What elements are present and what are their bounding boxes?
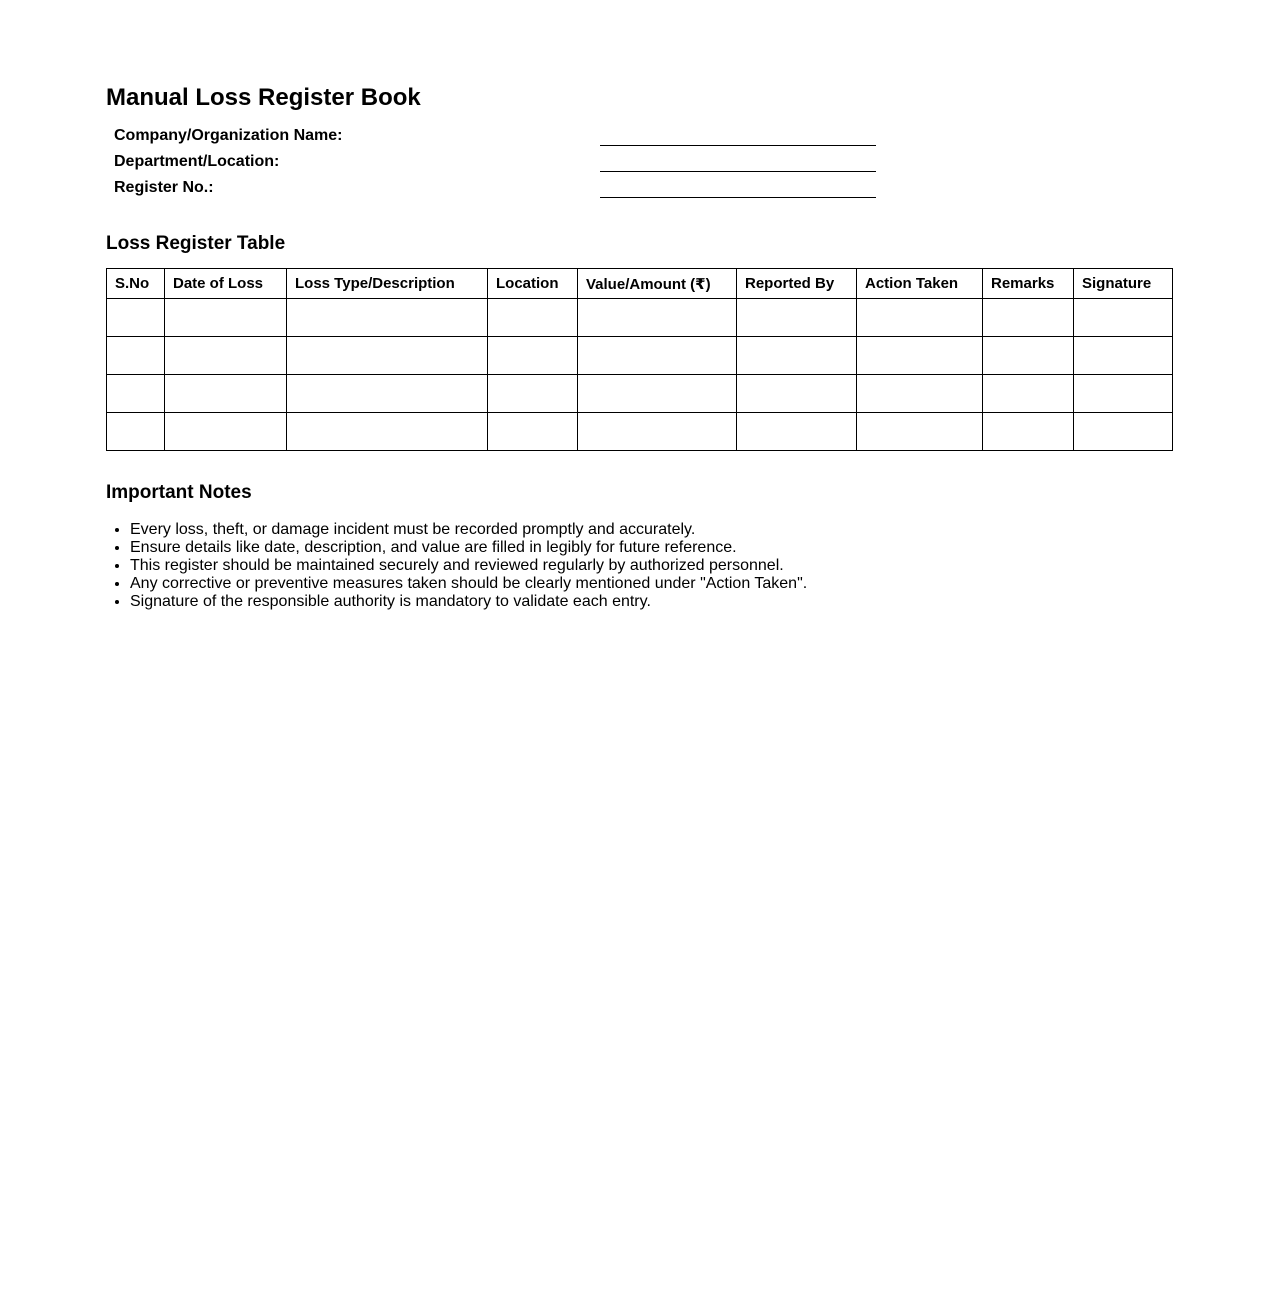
info-row-department — [106, 149, 876, 175]
table-cell[interactable] — [165, 299, 287, 337]
table-cell[interactable] — [983, 375, 1074, 413]
column-header-sno: S.No — [107, 269, 165, 299]
table-row — [107, 299, 1173, 337]
table-cell[interactable] — [578, 413, 737, 451]
list-item: • Ensure details like date, description, and value are filled in legibly for future reference. — [130, 539, 807, 557]
table-cell[interactable] — [287, 299, 488, 337]
table-cell[interactable] — [165, 337, 287, 375]
table-cell[interactable] — [488, 375, 578, 413]
info-row-company — [106, 123, 876, 149]
table-cell[interactable] — [287, 375, 488, 413]
table-cell[interactable] — [287, 337, 488, 375]
register-table-heading: Loss Register Table — [106, 233, 286, 254]
table-cell[interactable] — [107, 375, 165, 413]
column-header-reported-by: Reported By — [737, 269, 857, 299]
column-header-location: Location — [488, 269, 578, 299]
table-row — [107, 337, 1173, 375]
table-cell[interactable] — [1074, 375, 1173, 413]
table-cell[interactable] — [983, 299, 1074, 337]
table-cell[interactable] — [578, 375, 737, 413]
column-header-loss-type: Loss Type/Description — [287, 269, 488, 299]
table-cell[interactable] — [983, 337, 1074, 375]
company-name-label: Company/Organization Name: — [114, 127, 343, 144]
table-cell[interactable] — [488, 413, 578, 451]
list-item: • Signature of the responsible authority is mandatory to validate each entry. — [130, 593, 807, 611]
table-cell[interactable] — [578, 337, 737, 375]
table-cell[interactable] — [737, 375, 857, 413]
register-no-label: Register No.: — [114, 179, 214, 196]
table-cell[interactable] — [857, 337, 983, 375]
table-cell[interactable] — [1074, 299, 1173, 337]
table-cell[interactable] — [107, 337, 165, 375]
document-title: Manual Loss Register Book — [106, 84, 421, 111]
table-cell[interactable] — [857, 375, 983, 413]
table-cell[interactable] — [488, 337, 578, 375]
important-notes-heading: Important Notes — [106, 482, 252, 503]
info-row-register-no — [106, 175, 876, 201]
table-cell[interactable] — [165, 375, 287, 413]
table-cell[interactable] — [107, 413, 165, 451]
department-location-label: Department/Location: — [114, 153, 280, 170]
table-cell[interactable] — [578, 299, 737, 337]
table-header-row — [107, 269, 1173, 299]
table-cell[interactable] — [165, 413, 287, 451]
important-notes-list — [106, 521, 807, 611]
fill-in-line — [600, 197, 876, 198]
loss-register-table — [106, 268, 1173, 451]
department-location-field[interactable] — [600, 149, 876, 175]
table-cell[interactable] — [488, 299, 578, 337]
list-item: • Any corrective or preventive measures taken should be clearly mentioned under "Action Taken". — [130, 575, 807, 593]
column-header-action-taken: Action Taken — [857, 269, 983, 299]
table-cell[interactable] — [857, 413, 983, 451]
table-cell[interactable] — [983, 413, 1074, 451]
table-cell[interactable] — [737, 299, 857, 337]
company-name-field[interactable] — [600, 123, 876, 149]
table-cell[interactable] — [287, 413, 488, 451]
table-row — [107, 413, 1173, 451]
list-item: • Every loss, theft, or damage incident must be recorded promptly and accurately. — [130, 521, 807, 539]
table-cell[interactable] — [1074, 337, 1173, 375]
fill-in-line — [600, 171, 876, 172]
table-cell[interactable] — [107, 299, 165, 337]
table-cell[interactable] — [1074, 413, 1173, 451]
fill-in-line — [600, 145, 876, 146]
table-cell[interactable] — [737, 413, 857, 451]
table-row — [107, 375, 1173, 413]
register-no-field[interactable] — [600, 175, 876, 201]
table-cell[interactable] — [857, 299, 983, 337]
table-cell[interactable] — [737, 337, 857, 375]
list-item: • This register should be maintained securely and reviewed regularly by authorized personnel. — [130, 557, 807, 575]
column-header-remarks: Remarks — [983, 269, 1074, 299]
column-header-signature: Signature — [1074, 269, 1173, 299]
column-header-date-of-loss: Date of Loss — [165, 269, 287, 299]
organization-info — [106, 123, 876, 201]
column-header-value-amount: Value/Amount (₹) — [578, 269, 737, 299]
